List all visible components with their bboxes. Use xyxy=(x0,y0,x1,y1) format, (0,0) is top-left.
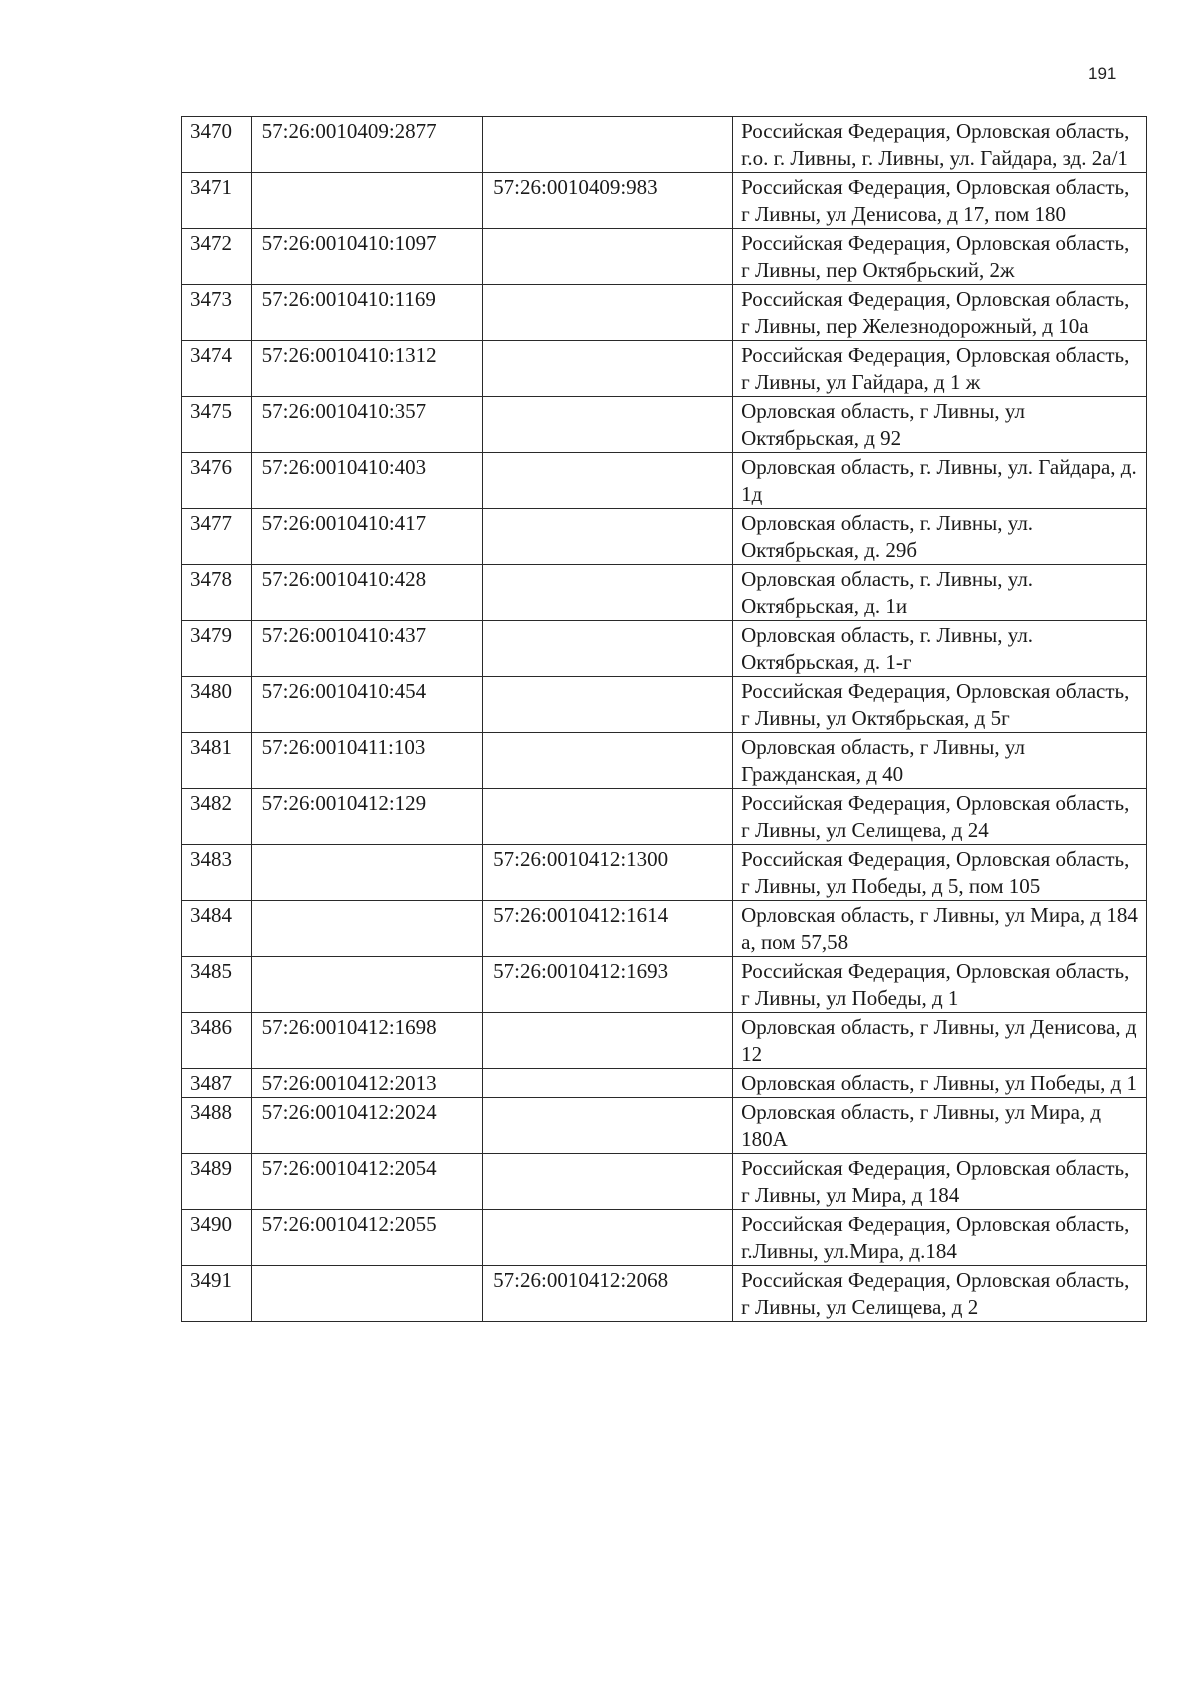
cadastral-number-cell: 57:26:0010410:403 xyxy=(251,453,483,509)
related-cadastral-number-cell: 57:26:0010412:2068 xyxy=(483,1266,733,1322)
cadastral-number-cell: 57:26:0010410:437 xyxy=(251,621,483,677)
row-number-cell: 3490 xyxy=(182,1210,252,1266)
address-cell: Российская Федерация, Орловская область, г.о. г. Ливны, г. Ливны, ул. Гайдара, зд. 2а/1 xyxy=(733,117,1147,173)
related-cadastral-number-cell xyxy=(483,453,733,509)
row-number-cell: 3483 xyxy=(182,845,252,901)
related-cadastral-number-cell xyxy=(483,677,733,733)
address-cell: Российская Федерация, Орловская область, г Ливны, ул Октябрьская, д 5г xyxy=(733,677,1147,733)
address-cell: Орловская область, г Ливны, ул Мира, д 184 а, пом 57,58 xyxy=(733,901,1147,957)
cadastral-number-cell: 57:26:0010412:2055 xyxy=(251,1210,483,1266)
cadastral-number-cell: 57:26:0010410:1312 xyxy=(251,341,483,397)
address-cell: Российская Федерация, Орловская область, г Ливны, ул Гайдара, д 1 ж xyxy=(733,341,1147,397)
table-row xyxy=(182,1069,1147,1098)
related-cadastral-number-cell xyxy=(483,1013,733,1069)
row-number-cell: 3489 xyxy=(182,1154,252,1210)
row-number-cell: 3471 xyxy=(182,173,252,229)
cadastral-number-cell: 57:26:0010412:1698 xyxy=(251,1013,483,1069)
table-row xyxy=(182,229,1147,285)
related-cadastral-number-cell xyxy=(483,621,733,677)
row-number-cell: 3480 xyxy=(182,677,252,733)
address-cell: Орловская область, г Ливны, ул Октябрьская, д 92 xyxy=(733,397,1147,453)
related-cadastral-number-cell xyxy=(483,1154,733,1210)
row-number-cell: 3484 xyxy=(182,901,252,957)
row-number-cell: 3491 xyxy=(182,1266,252,1322)
row-number-cell: 3478 xyxy=(182,565,252,621)
cadastral-number-cell: 57:26:0010412:2024 xyxy=(251,1098,483,1154)
table-row xyxy=(182,901,1147,957)
row-number-cell: 3475 xyxy=(182,397,252,453)
table-row xyxy=(182,957,1147,1013)
table-row xyxy=(182,1266,1147,1322)
address-cell: Орловская область, г Ливны, ул Мира, д 180А xyxy=(733,1098,1147,1154)
registry-table-body xyxy=(182,117,1147,1322)
related-cadastral-number-cell xyxy=(483,789,733,845)
table-row xyxy=(182,845,1147,901)
row-number-cell: 3477 xyxy=(182,509,252,565)
cadastral-number-cell xyxy=(251,173,483,229)
related-cadastral-number-cell xyxy=(483,341,733,397)
address-cell: Орловская область, г. Ливны, ул. Гайдара, д. 1д xyxy=(733,453,1147,509)
related-cadastral-number-cell xyxy=(483,117,733,173)
cadastral-number-cell xyxy=(251,901,483,957)
address-cell: Орловская область, г Ливны, ул Гражданская, д 40 xyxy=(733,733,1147,789)
table-row xyxy=(182,1154,1147,1210)
address-cell: Российская Федерация, Орловская область, г Ливны, ул Денисова, д 17, пом 180 xyxy=(733,173,1147,229)
table-row xyxy=(182,565,1147,621)
address-cell: Орловская область, г. Ливны, ул. Октябрьская, д. 1и xyxy=(733,565,1147,621)
table-row xyxy=(182,173,1147,229)
row-number-cell: 3485 xyxy=(182,957,252,1013)
address-cell: Российская Федерация, Орловская область, г Ливны, ул Селищева, д 24 xyxy=(733,789,1147,845)
table-row xyxy=(182,341,1147,397)
table-row xyxy=(182,1013,1147,1069)
row-number-cell: 3482 xyxy=(182,789,252,845)
table-row xyxy=(182,621,1147,677)
row-number-cell: 3488 xyxy=(182,1098,252,1154)
address-cell: Орловская область, г. Ливны, ул. Октябрьская, д. 29б xyxy=(733,509,1147,565)
related-cadastral-number-cell xyxy=(483,1210,733,1266)
related-cadastral-number-cell: 57:26:0010412:1693 xyxy=(483,957,733,1013)
cadastral-number-cell: 57:26:0010410:454 xyxy=(251,677,483,733)
table-row xyxy=(182,397,1147,453)
cadastral-number-cell xyxy=(251,845,483,901)
table-row xyxy=(182,117,1147,173)
address-cell: Орловская область, г. Ливны, ул. Октябрьская, д. 1-г xyxy=(733,621,1147,677)
related-cadastral-number-cell: 57:26:0010412:1614 xyxy=(483,901,733,957)
cadastral-number-cell xyxy=(251,957,483,1013)
table-row xyxy=(182,677,1147,733)
address-cell: Российская Федерация, Орловская область, г Ливны, ул Селищева, д 2 xyxy=(733,1266,1147,1322)
address-cell: Орловская область, г Ливны, ул Победы, д 1 xyxy=(733,1069,1147,1098)
registry-table xyxy=(181,116,1147,1322)
row-number-cell: 3487 xyxy=(182,1069,252,1098)
related-cadastral-number-cell xyxy=(483,509,733,565)
cadastral-number-cell: 57:26:0010411:103 xyxy=(251,733,483,789)
cadastral-number-cell: 57:26:0010410:428 xyxy=(251,565,483,621)
related-cadastral-number-cell xyxy=(483,397,733,453)
address-cell: Российская Федерация, Орловская область, г Ливны, ул Победы, д 5, пом 105 xyxy=(733,845,1147,901)
table-row xyxy=(182,285,1147,341)
cadastral-number-cell: 57:26:0010412:129 xyxy=(251,789,483,845)
row-number-cell: 3486 xyxy=(182,1013,252,1069)
related-cadastral-number-cell xyxy=(483,229,733,285)
cadastral-number-cell: 57:26:0010410:1097 xyxy=(251,229,483,285)
row-number-cell: 3473 xyxy=(182,285,252,341)
page-number: 191 xyxy=(1088,64,1117,83)
cadastral-number-cell: 57:26:0010410:357 xyxy=(251,397,483,453)
row-number-cell: 3476 xyxy=(182,453,252,509)
table-row xyxy=(182,1098,1147,1154)
cadastral-number-cell: 57:26:0010412:2054 xyxy=(251,1154,483,1210)
table-row xyxy=(182,453,1147,509)
row-number-cell: 3474 xyxy=(182,341,252,397)
related-cadastral-number-cell xyxy=(483,1098,733,1154)
related-cadastral-number-cell xyxy=(483,565,733,621)
related-cadastral-number-cell xyxy=(483,1069,733,1098)
address-cell: Российская Федерация, Орловская область, г Ливны, ул Победы, д 1 xyxy=(733,957,1147,1013)
cadastral-number-cell: 57:26:0010409:2877 xyxy=(251,117,483,173)
table-row xyxy=(182,733,1147,789)
address-cell: Российская Федерация, Орловская область, г Ливны, пер Железнодорожный, д 10а xyxy=(733,285,1147,341)
cadastral-number-cell xyxy=(251,1266,483,1322)
table-row xyxy=(182,789,1147,845)
related-cadastral-number-cell: 57:26:0010409:983 xyxy=(483,173,733,229)
address-cell: Российская Федерация, Орловская область, г.Ливны, ул.Мира, д.184 xyxy=(733,1210,1147,1266)
row-number-cell: 3470 xyxy=(182,117,252,173)
address-cell: Орловская область, г Ливны, ул Денисова, д 12 xyxy=(733,1013,1147,1069)
row-number-cell: 3472 xyxy=(182,229,252,285)
address-cell: Российская Федерация, Орловская область, г Ливны, ул Мира, д 184 xyxy=(733,1154,1147,1210)
cadastral-number-cell: 57:26:0010412:2013 xyxy=(251,1069,483,1098)
table-row xyxy=(182,1210,1147,1266)
row-number-cell: 3481 xyxy=(182,733,252,789)
table-row xyxy=(182,509,1147,565)
related-cadastral-number-cell xyxy=(483,285,733,341)
related-cadastral-number-cell xyxy=(483,733,733,789)
address-cell: Российская Федерация, Орловская область, г Ливны, пер Октябрьский, 2ж xyxy=(733,229,1147,285)
cadastral-number-cell: 57:26:0010410:1169 xyxy=(251,285,483,341)
cadastral-number-cell: 57:26:0010410:417 xyxy=(251,509,483,565)
related-cadastral-number-cell: 57:26:0010412:1300 xyxy=(483,845,733,901)
row-number-cell: 3479 xyxy=(182,621,252,677)
